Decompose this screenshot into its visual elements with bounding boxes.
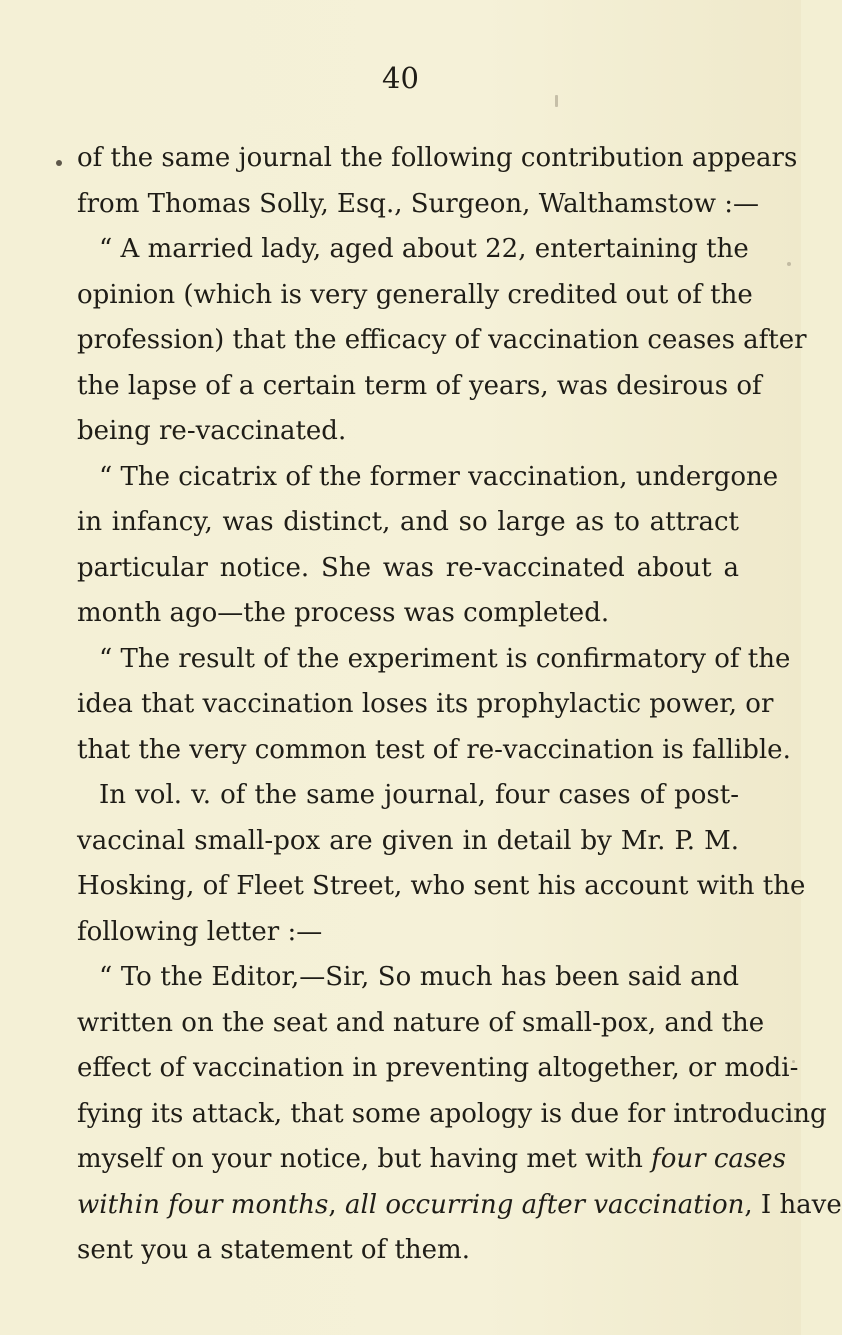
text-line: “ To the Editor,—Sir, So much has been said and — [99, 962, 739, 992]
italic-phrase: four cases — [651, 1144, 787, 1174]
text-line: being re-vaccinated. — [77, 416, 347, 446]
text-line: idea that vaccination loses its prophylactic power, or — [77, 689, 774, 719]
text-line: In vol. v. of the same journal, four cases of post- — [99, 780, 739, 810]
italic-phrase: all occurring after vaccination — [344, 1189, 745, 1220]
page-number: 40 — [382, 61, 419, 95]
text-line: Hosking, of Fleet Street, who sent his account with the — [77, 871, 806, 901]
text-line: fying its attack, that some apology is due for introducing — [77, 1098, 827, 1129]
text-line-start: myself on your notice, but having met with — [77, 1144, 652, 1174]
text-line: “ A married lady, aged about 22, entertaining the — [99, 234, 749, 264]
margin-mark — [56, 160, 62, 166]
text-line: that the very common test of re-vaccination is fallible. — [77, 734, 791, 765]
text-line: effect of vaccination in preventing altogether, or modi- — [77, 1053, 799, 1083]
text-line: particular notice. She was re-vaccinated about a — [77, 552, 739, 583]
italic-phrase: within four months — [77, 1189, 329, 1220]
text-line: vaccinal small-pox are given in detail by Mr. P. M. — [77, 825, 739, 856]
text-line: following letter :— — [77, 916, 323, 947]
text-line: profession) that the efficacy of vaccination ceases after — [77, 325, 807, 355]
text-line: in infancy, was distinct, and so large as to attract — [77, 507, 739, 537]
paper-speck — [555, 95, 558, 107]
text-line: the lapse of a certain term of years, was desirous of — [77, 370, 762, 401]
text-line-mixed — [77, 1183, 842, 1229]
text-line: sent you a statement of them. — [77, 1235, 470, 1265]
text-line: written on the seat and nature of small-pox, and the — [77, 1007, 765, 1038]
text-line: “ The cicatrix of the former vaccination, undergone — [99, 461, 779, 492]
body-text — [77, 136, 842, 1274]
text-line: month ago—the process was completed. — [77, 598, 610, 628]
paper-speck — [787, 262, 791, 266]
comma: , — [328, 1189, 337, 1220]
text-line: of the same journal the following contribution appears — [77, 143, 798, 173]
text-line — [77, 1137, 787, 1183]
text-line: “ The result of the experiment is confirmatory of the — [99, 643, 791, 674]
text-line: opinion (which is very generally credited out of the — [77, 279, 753, 310]
text-fragment: , I have — [744, 1189, 842, 1220]
text-line: from Thomas Solly, Esq., Surgeon, Walthamstow :— — [77, 188, 760, 219]
